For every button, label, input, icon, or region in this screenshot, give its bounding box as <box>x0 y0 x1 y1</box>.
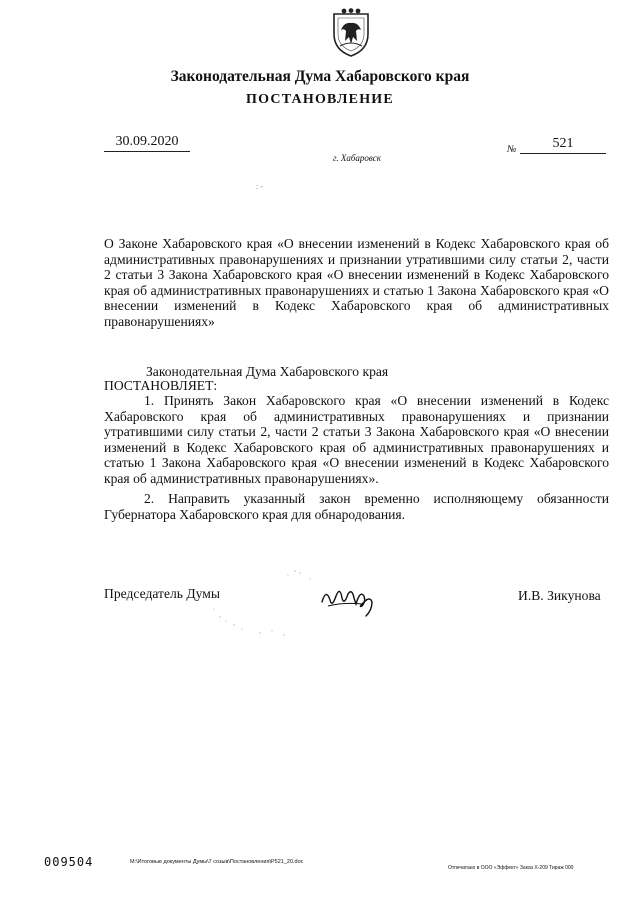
point-2: 2. Направить указанный закон временно исполняющему обязанности Губернатора Хабаровского края для обнародования. <box>104 491 609 522</box>
point-1: 1. Принять Закон Хабаровского края «О внесении изменений в Кодекс Хабаровского края об административных правонарушениях и признании утратившими силу статьи 2, части 2 статьи 3 Закона Хабаровского края «О внесении изменений в Кодекс Хабаровского края об административных правонарушениях и статью 1 Закона Хабаровского края «О внесении изменений в Кодекс Хабаровского края об административных правонарушениях». <box>104 393 609 486</box>
document-date: 30.09.2020 <box>104 134 190 152</box>
organization-title: Законодательная Дума Хабаровского края <box>170 68 470 85</box>
intro-line-2: ПОСТАНОВЛЯЕТ: <box>104 378 218 393</box>
document-type: ПОСТАНОВЛЕНИЕ <box>246 92 394 107</box>
intro-line-1: Законодательная Дума Хабаровского края <box>146 364 389 379</box>
city-label: г. Хабаровск <box>333 153 381 163</box>
coat-of-arms-emblem <box>330 8 372 58</box>
signatory-title: Председатель Думы <box>104 586 221 601</box>
signatory-name: И.В. Зикунова <box>518 588 601 603</box>
document-code: 009504 <box>44 855 94 869</box>
stray-mark: : - <box>256 182 263 191</box>
document-subject: О Законе Хабаровского края «О внесении изменений в Кодекс Хабаровского края об административных правонарушениях и признании утратившими силу статьи 2, части 2 статьи 3 Закона Хабаровского края «О внесении изменений в Кодекс Хабаровского края об административных правонарушениях и статью 1 Закона Хабаровского края «О внесении изменений в Кодекс Хабаровского края об административных правонарушениях» <box>104 236 609 329</box>
document-number: 521 <box>520 136 606 154</box>
printer-note: Отпечатано в ООО «Эффект» Заказ X-209 Тираж 000 <box>448 865 574 871</box>
number-label: № <box>507 144 517 155</box>
handwritten-signature <box>318 580 380 620</box>
file-path: M:\Итоговые документы Думы\7 созыв\Постановления\P521_20.doc <box>130 859 304 865</box>
